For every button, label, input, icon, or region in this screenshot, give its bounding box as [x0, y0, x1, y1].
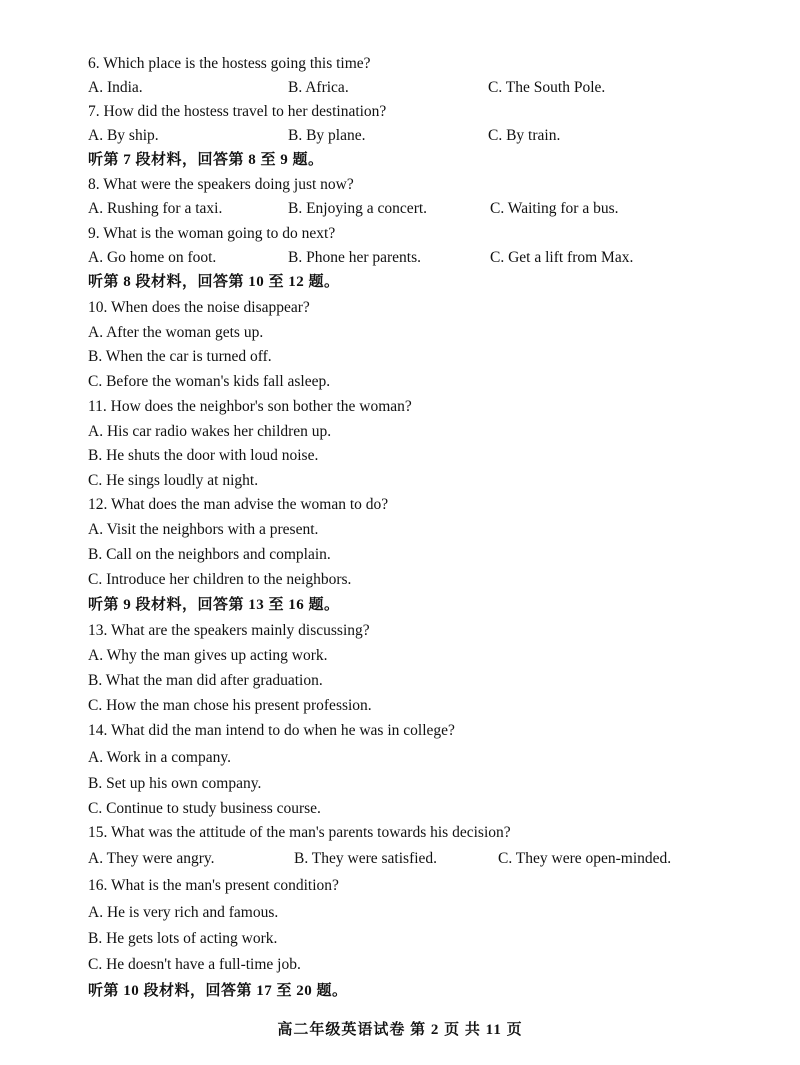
option-c: C. They were open-minded.: [498, 850, 672, 867]
question-14-option-a: A. Work in a company.: [88, 749, 231, 766]
option-a: A. Go home on foot.: [88, 249, 217, 266]
question-11: 11. How does the neighbor's son bother the woman?: [88, 398, 412, 415]
section-heading-10: 听第 10 段材料，回答第 17 至 20 题。: [88, 983, 348, 999]
question-15: 15. What was the attitude of the man's parents towards his decision?: [88, 824, 511, 841]
question-11-option-a: A. His car radio wakes her children up.: [88, 423, 332, 440]
question-16-option-a: A. He is very rich and famous.: [88, 904, 279, 921]
section-heading-9: 听第 9 段材料，回答第 13 至 16 题。: [88, 597, 340, 613]
question-8: 8. What were the speakers doing just now?: [88, 176, 354, 193]
option-a: A. They were angry.: [88, 850, 215, 867]
question-12-option-c: C. Introduce her children to the neighbors.: [88, 571, 352, 588]
question-11-option-b: B. He shuts the door with loud noise.: [88, 447, 319, 464]
question-10-option-a: A. After the woman gets up.: [88, 324, 264, 341]
question-14-option-c: C. Continue to study business course.: [88, 800, 321, 817]
option-b: B. Africa.: [288, 79, 349, 96]
question-16-option-b: B. He gets lots of acting work.: [88, 930, 278, 947]
question-9: 9. What is the woman going to do next?: [88, 225, 336, 242]
section-heading-8: 听第 8 段材料，回答第 10 至 12 题。: [88, 274, 340, 290]
section-heading-7: 听第 7 段材料，回答第 8 至 9 题。: [88, 152, 324, 168]
question-13-option-b: B. What the man did after graduation.: [88, 672, 323, 689]
question-6: 6. Which place is the hostess going this time?: [88, 55, 371, 72]
page-footer: 高二年级英语试卷 第 2 页 共 11 页: [277, 1022, 523, 1038]
option-b: B. By plane.: [288, 127, 366, 144]
option-c: C. By train.: [488, 127, 561, 144]
question-10-option-b: B. When the car is turned off.: [88, 348, 272, 365]
option-a: A. Rushing for a taxi.: [88, 200, 223, 217]
question-16: 16. What is the man's present condition?: [88, 877, 339, 894]
question-11-option-c: C. He sings loudly at night.: [88, 472, 259, 489]
question-12-option-b: B. Call on the neighbors and complain.: [88, 546, 331, 563]
option-b: B. They were satisfied.: [294, 850, 438, 867]
option-b: B. Enjoying a concert.: [288, 200, 428, 217]
question-10-option-c: C. Before the woman's kids fall asleep.: [88, 373, 331, 390]
question-14: 14. What did the man intend to do when he was in college?: [88, 722, 455, 739]
question-13-option-c: C. How the man chose his present profession.: [88, 697, 372, 714]
option-c: C. Get a lift from Max.: [490, 249, 634, 266]
question-13-option-a: A. Why the man gives up acting work.: [88, 647, 328, 664]
option-a: A. India.: [88, 79, 143, 96]
question-7: 7. How did the hostess travel to her destination?: [88, 103, 387, 120]
option-c: C. Waiting for a bus.: [490, 200, 619, 217]
question-12: 12. What does the man advise the woman to do?: [88, 496, 389, 513]
question-10: 10. When does the noise disappear?: [88, 299, 310, 316]
question-12-option-a: A. Visit the neighbors with a present.: [88, 521, 319, 538]
option-c: C. The South Pole.: [488, 79, 606, 96]
option-a: A. By ship.: [88, 127, 159, 144]
question-14-option-b: B. Set up his own company.: [88, 775, 262, 792]
option-b: B. Phone her parents.: [288, 249, 422, 266]
question-16-option-c: C. He doesn't have a full-time job.: [88, 956, 301, 973]
question-13: 13. What are the speakers mainly discussing?: [88, 622, 370, 639]
